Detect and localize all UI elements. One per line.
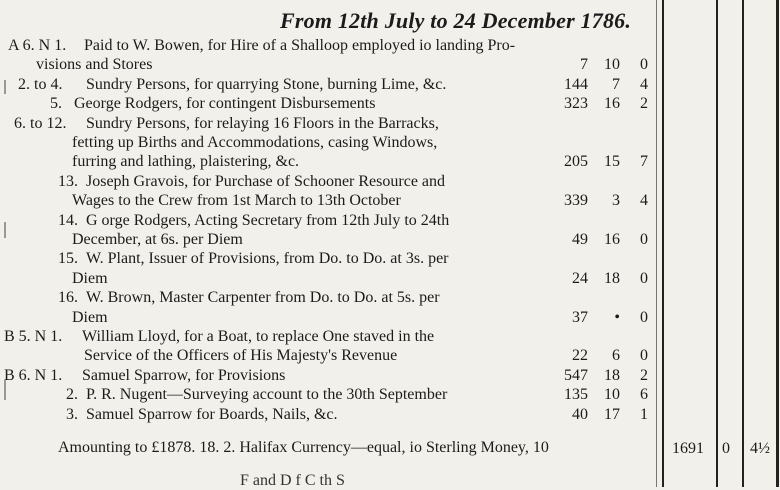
amount-pence: 0 bbox=[640, 308, 648, 326]
amount-pounds: 135 bbox=[564, 386, 588, 404]
amount-shillings: 3 bbox=[612, 192, 620, 210]
entry-description: W. Brown, Master Carpenter from Do. to Do. at 5s. per bbox=[86, 289, 440, 307]
amount-pence: 0 bbox=[640, 269, 648, 287]
amount-shillings: 10 bbox=[604, 386, 620, 404]
entry-description: Diem bbox=[72, 269, 108, 287]
entry-reference: 2. to 4. bbox=[18, 75, 63, 93]
amount-pence: 4 bbox=[640, 75, 648, 93]
amount-pounds: 339 bbox=[564, 192, 588, 210]
total-shillings: 0 bbox=[722, 440, 730, 457]
amount-shillings: 15 bbox=[604, 153, 620, 171]
amounting-line bbox=[58, 438, 549, 458]
entry-description: Joseph Gravois, for Purchase of Schooner Resource and bbox=[86, 172, 446, 190]
entry-description: G orge Rodgers, Acting Secretary from 12th July to 24th bbox=[86, 211, 450, 229]
amount-shillings: 18 bbox=[604, 269, 620, 287]
amount-shillings: 17 bbox=[604, 405, 620, 423]
entry-reference: 13. bbox=[58, 172, 78, 190]
entry-description: fetting up Births and Accommodations, casing Windows, bbox=[72, 134, 438, 151]
amount-shillings: 16 bbox=[604, 95, 620, 113]
column-rule bbox=[776, 0, 779, 487]
entry-reference: 2. bbox=[66, 386, 78, 404]
entry-description: George Rodgers, for contingent Disbursements bbox=[74, 95, 376, 113]
amount-pence: 1 bbox=[640, 405, 648, 423]
entry-reference: 5. bbox=[50, 95, 62, 113]
entry-description: Paid to W. Bowen, for Hire of a Shalloop employed io landing Pro- bbox=[84, 37, 516, 54]
amount-pounds: 547 bbox=[564, 366, 588, 384]
entry-description: P. R. Nugent—Surveying account to the 30th September bbox=[86, 386, 448, 404]
entry-description: William Lloyd, for a Boat, to replace One staved in the bbox=[82, 328, 435, 345]
section-heading: From 12th July to 24 December 1786. bbox=[280, 8, 632, 33]
entry-reference: B 6. N 1. bbox=[4, 366, 63, 384]
amount-pounds: 205 bbox=[564, 153, 588, 171]
amount-pounds: 40 bbox=[572, 405, 588, 423]
amount-pounds: 37 bbox=[572, 308, 588, 326]
entry-description: Samuel Sparrow, for Provisions bbox=[82, 366, 286, 384]
amount-shillings: 16 bbox=[604, 231, 620, 248]
entry-description: furring and lathing, plaistering, &c. bbox=[72, 153, 300, 171]
column-guide-rule bbox=[656, 0, 657, 487]
total-pence: 4½ bbox=[750, 440, 770, 457]
entry-reference: 14. bbox=[58, 211, 78, 229]
amount-pounds: 7 bbox=[580, 56, 588, 74]
entry-description: Wages to the Crew from 1st March to 13th October bbox=[72, 192, 401, 210]
amount-shillings: 18 bbox=[604, 366, 620, 384]
margin-mark bbox=[4, 222, 6, 238]
entry-reference: 6. to 12. bbox=[14, 114, 67, 132]
amount-shillings: 10 bbox=[604, 56, 620, 74]
entry-description: Samuel Sparrow for Boards, Nails, &c. bbox=[86, 405, 338, 423]
total-pounds: 1691 bbox=[672, 440, 704, 457]
entry-description: Diem bbox=[72, 308, 108, 326]
entry-reference: 16. bbox=[58, 289, 78, 307]
entry-description: Service of the Officers of His Majesty's Revenue bbox=[84, 347, 398, 365]
column-rule bbox=[742, 0, 744, 487]
amount-pounds: 49 bbox=[572, 231, 588, 248]
amount-shillings: 6 bbox=[612, 347, 620, 365]
amount-pounds: 24 bbox=[572, 269, 588, 287]
amount-pounds: 144 bbox=[564, 75, 588, 93]
amount-pence: 6 bbox=[640, 386, 648, 404]
amount-pence: 2 bbox=[640, 366, 648, 384]
amount-shillings: 7 bbox=[612, 75, 620, 93]
entry-reference: A 6. N 1. bbox=[8, 37, 67, 54]
amount-pence: 0 bbox=[640, 231, 648, 248]
entry-reference: 3. bbox=[66, 405, 78, 423]
amounting-text: Amounting to £1878. 18. 2. Halifax Currency—equal, io Sterling Money, 10 bbox=[58, 439, 549, 456]
column-rule bbox=[716, 0, 718, 487]
entry-reference: B 5. N 1. bbox=[4, 328, 63, 345]
amount-pence: 4 bbox=[640, 192, 648, 210]
cut-off-footer-line: F and D f C th S bbox=[240, 472, 345, 489]
column-rule bbox=[662, 0, 664, 487]
entry-reference: 15. bbox=[58, 250, 78, 268]
margin-mark bbox=[4, 80, 6, 94]
amount-pence: 0 bbox=[640, 56, 648, 74]
entry-description: W. Plant, Issuer of Provisions, from Do. to Do. at 3s. per bbox=[86, 250, 449, 268]
amount-pounds: 22 bbox=[572, 347, 588, 365]
entry-description: December, at 6s. per Diem bbox=[72, 231, 243, 248]
entry-description: Sundry Persons, for quarrying Stone, burning Lime, &c. bbox=[86, 75, 447, 93]
amount-shillings: • bbox=[614, 308, 620, 326]
amount-pence: 0 bbox=[640, 347, 648, 365]
amount-pence: 7 bbox=[640, 153, 648, 171]
entry-description: visions and Stores bbox=[36, 56, 153, 74]
amount-pence: 2 bbox=[640, 95, 648, 113]
entry-description: Sundry Persons, for relaying 16 Floors in the Barracks, bbox=[86, 114, 439, 132]
amount-pounds: 323 bbox=[564, 95, 588, 113]
